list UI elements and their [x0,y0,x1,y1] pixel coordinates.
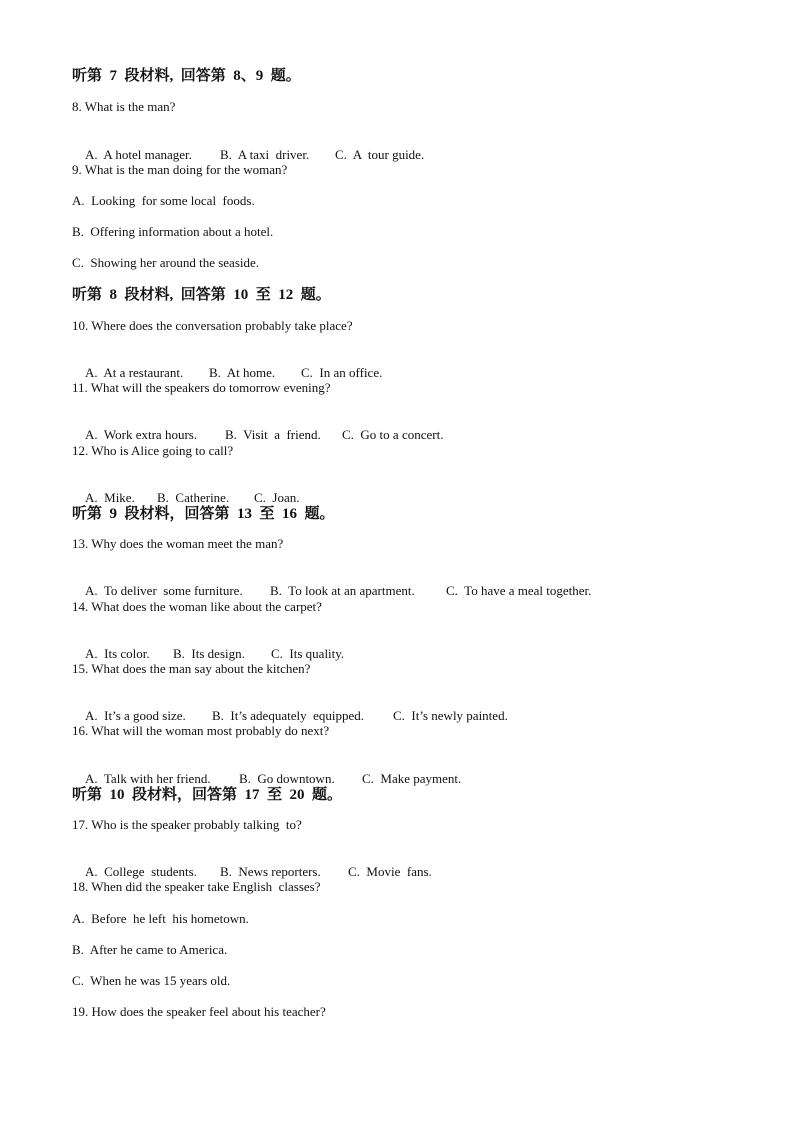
option-b: B. Catherine. [157,490,230,505]
question-text: 15. What does the man say about the kitchen? [72,661,311,676]
option-b: B. Its design. [173,646,245,661]
option-a: A. Looking for some local foods. [72,193,255,208]
option-b: B. To look at an apartment. [270,583,415,598]
section-heading: 听第 7 段材料, 回答第 8、9 题。 [72,68,301,84]
option-a: A. Work extra hours. [85,427,198,442]
option-c: C. Showing her around the seaside. [72,255,260,270]
section-heading: 听第 10 段材料，回答第 17 至 20 题。 [72,787,343,803]
question-text: 17. Who is the speaker probably talking to? [72,817,302,832]
option-a: A. It’s a good size. [85,708,186,723]
question-text: 12. Who is Alice going to call? [72,443,234,458]
option-a: A. Before he left his hometown. [72,911,249,926]
option-c: C. To have a meal together. [446,583,592,598]
section-heading: 听第 9 段材料，回答第 13 至 16 题。 [72,506,335,522]
question-text: 19. How does the speaker feel about his teacher? [72,1004,326,1019]
option-c: C. When he was 15 years old. [72,973,231,988]
option-a: A. A hotel manager. [85,147,192,162]
question-text: 16. What will the woman most probably do next? [72,723,330,738]
option-c: C. Its quality. [271,646,345,661]
question-text: 9. What is the man doing for the woman? [72,162,288,177]
option-b: B. After he came to America. [72,942,228,957]
option-c: C. Joan. [254,490,300,505]
option-a: A. Its color. [85,646,150,661]
option-c: C. Make payment. [362,771,462,786]
question-text: 18. When did the speaker take English classes? [72,879,321,894]
option-a: A. Mike. [85,490,135,505]
option-b: B. Visit a friend. [225,427,321,442]
option-a: A. To deliver some furniture. [85,583,243,598]
option-b: B. At home. [209,365,276,380]
question-text: 10. Where does the conversation probably take place? [72,318,353,333]
option-c: C. Movie fans. [348,864,432,879]
option-a: A. At a restaurant. [85,365,184,380]
option-c: C. It’s newly painted. [393,708,508,723]
option-b: B. Offering information about a hotel. [72,224,274,239]
option-b: B. Go downtown. [239,771,335,786]
section-heading: 听第 8 段材料, 回答第 10 至 12 题。 [72,287,331,303]
question-text: 13. Why does the woman meet the man? [72,536,284,551]
option-c: C. Go to a concert. [342,427,444,442]
option-c: C. In an office. [301,365,383,380]
option-a: A. College students. [85,864,197,879]
option-c: C. A tour guide. [335,147,425,162]
question-text: 8. What is the man? [72,99,176,114]
question-text: 11. What will the speakers do tomorrow evening? [72,380,331,395]
option-b: B. A taxi driver. [220,147,310,162]
question-text: 14. What does the woman like about the carpet? [72,599,322,614]
option-a: A. Talk with her friend. [85,771,211,786]
option-b: B. News reporters. [220,864,321,879]
option-b: B. It’s adequately equipped. [212,708,364,723]
